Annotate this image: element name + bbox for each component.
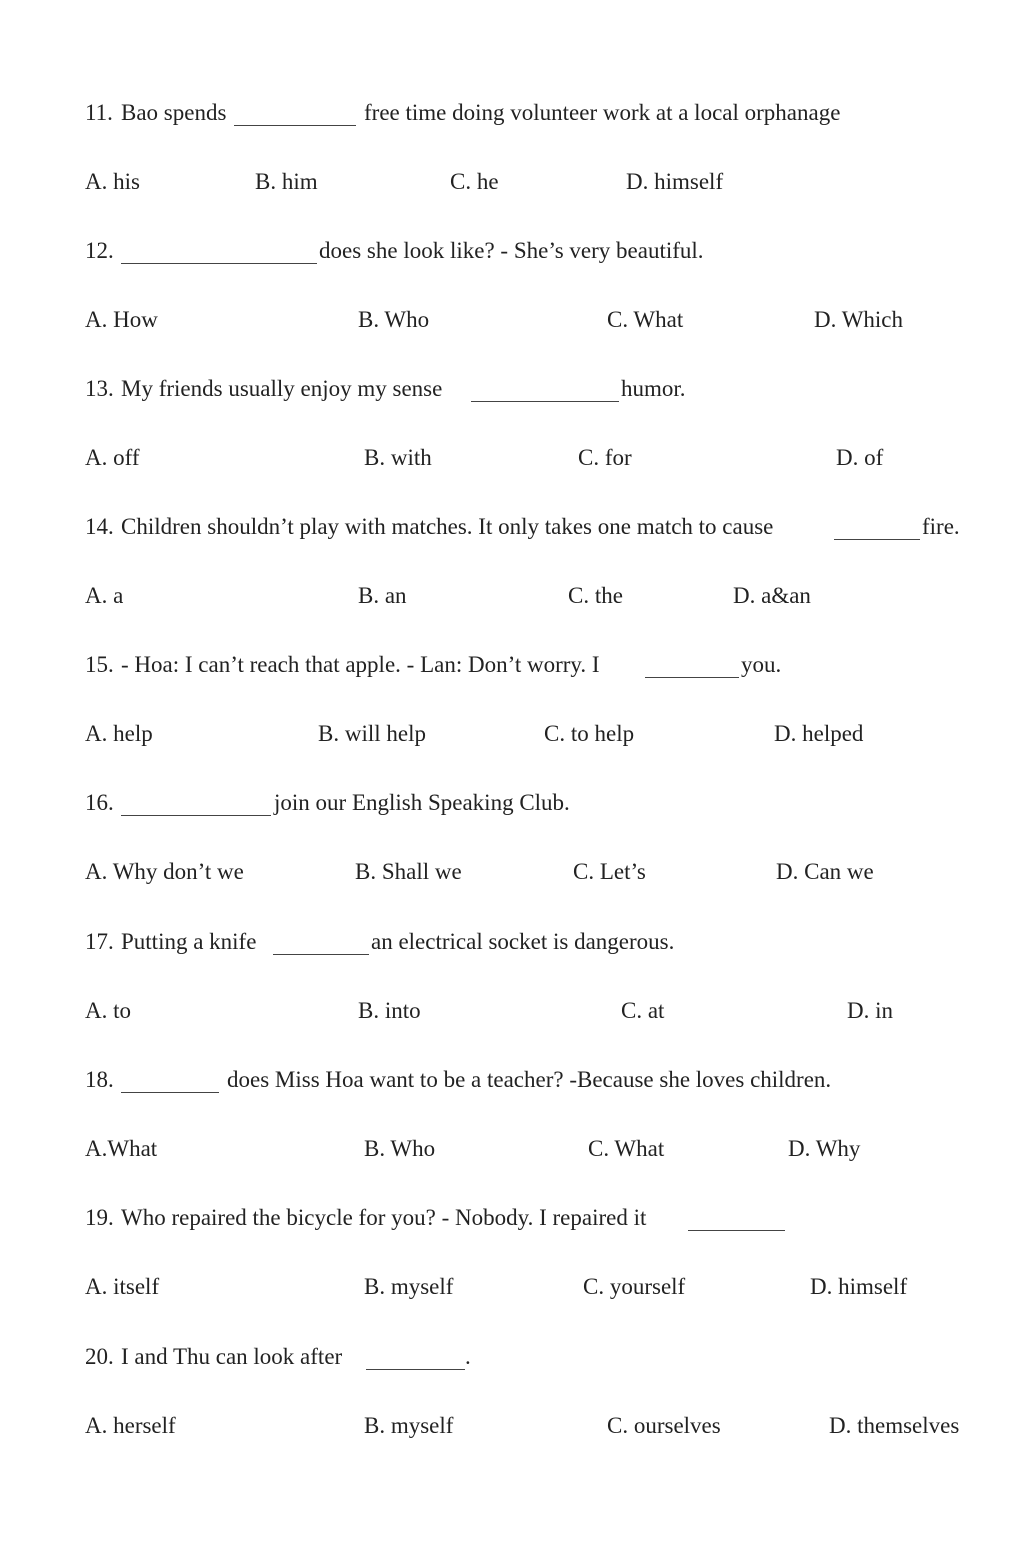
- question-stem-before: Bao spends: [121, 100, 227, 125]
- option-d: D. themselves: [829, 1413, 960, 1438]
- options-17: [0, 995, 1024, 1027]
- question-number: 11.: [85, 100, 113, 125]
- option-a: A. off: [85, 445, 140, 470]
- question-number: 14.: [85, 514, 114, 539]
- answer-blank: [834, 539, 920, 540]
- question-stem-before: - Hoa: I can’t reach that apple. - Lan: Don’t worry. I: [121, 652, 600, 677]
- option-a: A. Why don’t we: [85, 859, 244, 884]
- question-number: 16.: [85, 790, 114, 815]
- question-11: [0, 97, 1024, 129]
- option-d: D. Why: [788, 1136, 861, 1161]
- question-16: [0, 787, 1024, 819]
- question-number: 19.: [85, 1205, 114, 1230]
- options-12: [0, 304, 1024, 336]
- options-15: [0, 718, 1024, 750]
- option-b: B. him: [255, 169, 318, 194]
- options-16: [0, 856, 1024, 888]
- option-c: C. the: [568, 583, 623, 608]
- question-19: [0, 1202, 1024, 1234]
- question-stem-before: Who repaired the bicycle for you? - Nobody. I repaired it: [121, 1205, 647, 1230]
- option-d: D. helped: [774, 721, 864, 746]
- option-c: C. to help: [544, 721, 635, 746]
- option-a: A. itself: [85, 1274, 160, 1299]
- options-13: [0, 442, 1024, 474]
- option-a: A. a: [85, 583, 124, 608]
- question-stem-before: Putting a knife: [121, 929, 257, 954]
- question-20: [0, 1341, 1024, 1373]
- option-c: C. What: [588, 1136, 665, 1161]
- answer-blank: [273, 954, 369, 955]
- question-14: [0, 511, 1024, 543]
- option-a: A. to: [85, 998, 131, 1023]
- option-c: C. for: [578, 445, 632, 470]
- option-b: B. Who: [364, 1136, 436, 1161]
- option-d: D. Can we: [776, 859, 874, 884]
- answer-blank: [121, 263, 317, 264]
- question-12: [0, 235, 1024, 267]
- option-c: C. ourselves: [607, 1413, 721, 1438]
- question-stem-before: My friends usually enjoy my sense: [121, 376, 443, 401]
- option-b: B. an: [358, 583, 407, 608]
- option-b: B. will help: [318, 721, 426, 746]
- option-a: A. herself: [85, 1413, 176, 1438]
- option-a: A. How: [85, 307, 158, 332]
- question-stem-after: .: [465, 1344, 471, 1369]
- question-stem-after: fire.: [922, 514, 960, 539]
- question-stem-after: does she look like? - She’s very beautiful.: [319, 238, 704, 263]
- question-number: 20.: [85, 1344, 114, 1369]
- options-18: [0, 1133, 1024, 1165]
- answer-blank: [234, 125, 356, 126]
- option-d: D. a&an: [733, 583, 811, 608]
- answer-blank: [645, 677, 739, 678]
- option-d: D. of: [836, 445, 884, 470]
- options-19: [0, 1271, 1024, 1303]
- question-number: 18.: [85, 1067, 114, 1092]
- option-d: D. himself: [626, 169, 724, 194]
- option-c: C. yourself: [583, 1274, 686, 1299]
- option-c: C. What: [607, 307, 684, 332]
- question-number: 13.: [85, 376, 114, 401]
- question-stem-before: I and Thu can look after: [121, 1344, 343, 1369]
- option-d: D. in: [847, 998, 893, 1023]
- question-stem-after: join our English Speaking Club.: [274, 790, 570, 815]
- option-a: A.What: [85, 1136, 158, 1161]
- option-b: B. myself: [364, 1413, 454, 1438]
- option-b: B. Who: [358, 307, 430, 332]
- option-b: B. myself: [364, 1274, 454, 1299]
- answer-blank: [366, 1369, 465, 1370]
- option-b: B. into: [358, 998, 421, 1023]
- option-c: C. he: [450, 169, 499, 194]
- option-c: C. at: [621, 998, 665, 1023]
- question-13: [0, 373, 1024, 405]
- question-stem-after: an electrical socket is dangerous.: [371, 929, 675, 954]
- question-stem-after: you.: [741, 652, 782, 677]
- question-stem-after: humor.: [621, 376, 686, 401]
- question-number: 12.: [85, 238, 114, 263]
- options-11: [0, 166, 1024, 198]
- question-15: [0, 649, 1024, 681]
- option-d: D. Which: [814, 307, 904, 332]
- question-stem-after: does Miss Hoa want to be a teacher? -Because she loves children.: [227, 1067, 832, 1092]
- question-number: 15.: [85, 652, 114, 677]
- options-14: [0, 580, 1024, 612]
- question-number: 17.: [85, 929, 114, 954]
- option-a: A. his: [85, 169, 140, 194]
- option-c: C. Let’s: [573, 859, 646, 884]
- answer-blank: [471, 401, 619, 402]
- answer-blank: [121, 1092, 219, 1093]
- question-stem-before: Children shouldn’t play with matches. It only takes one match to cause: [121, 514, 774, 539]
- question-17: [0, 926, 1024, 958]
- option-a: A. help: [85, 721, 153, 746]
- option-d: D. himself: [810, 1274, 908, 1299]
- question-18: [0, 1064, 1024, 1096]
- option-b: B. Shall we: [355, 859, 462, 884]
- question-stem-after: free time doing volunteer work at a local orphanage: [364, 100, 841, 125]
- option-b: B. with: [364, 445, 432, 470]
- answer-blank: [688, 1230, 785, 1231]
- answer-blank: [121, 815, 271, 816]
- options-20: [0, 1410, 1024, 1442]
